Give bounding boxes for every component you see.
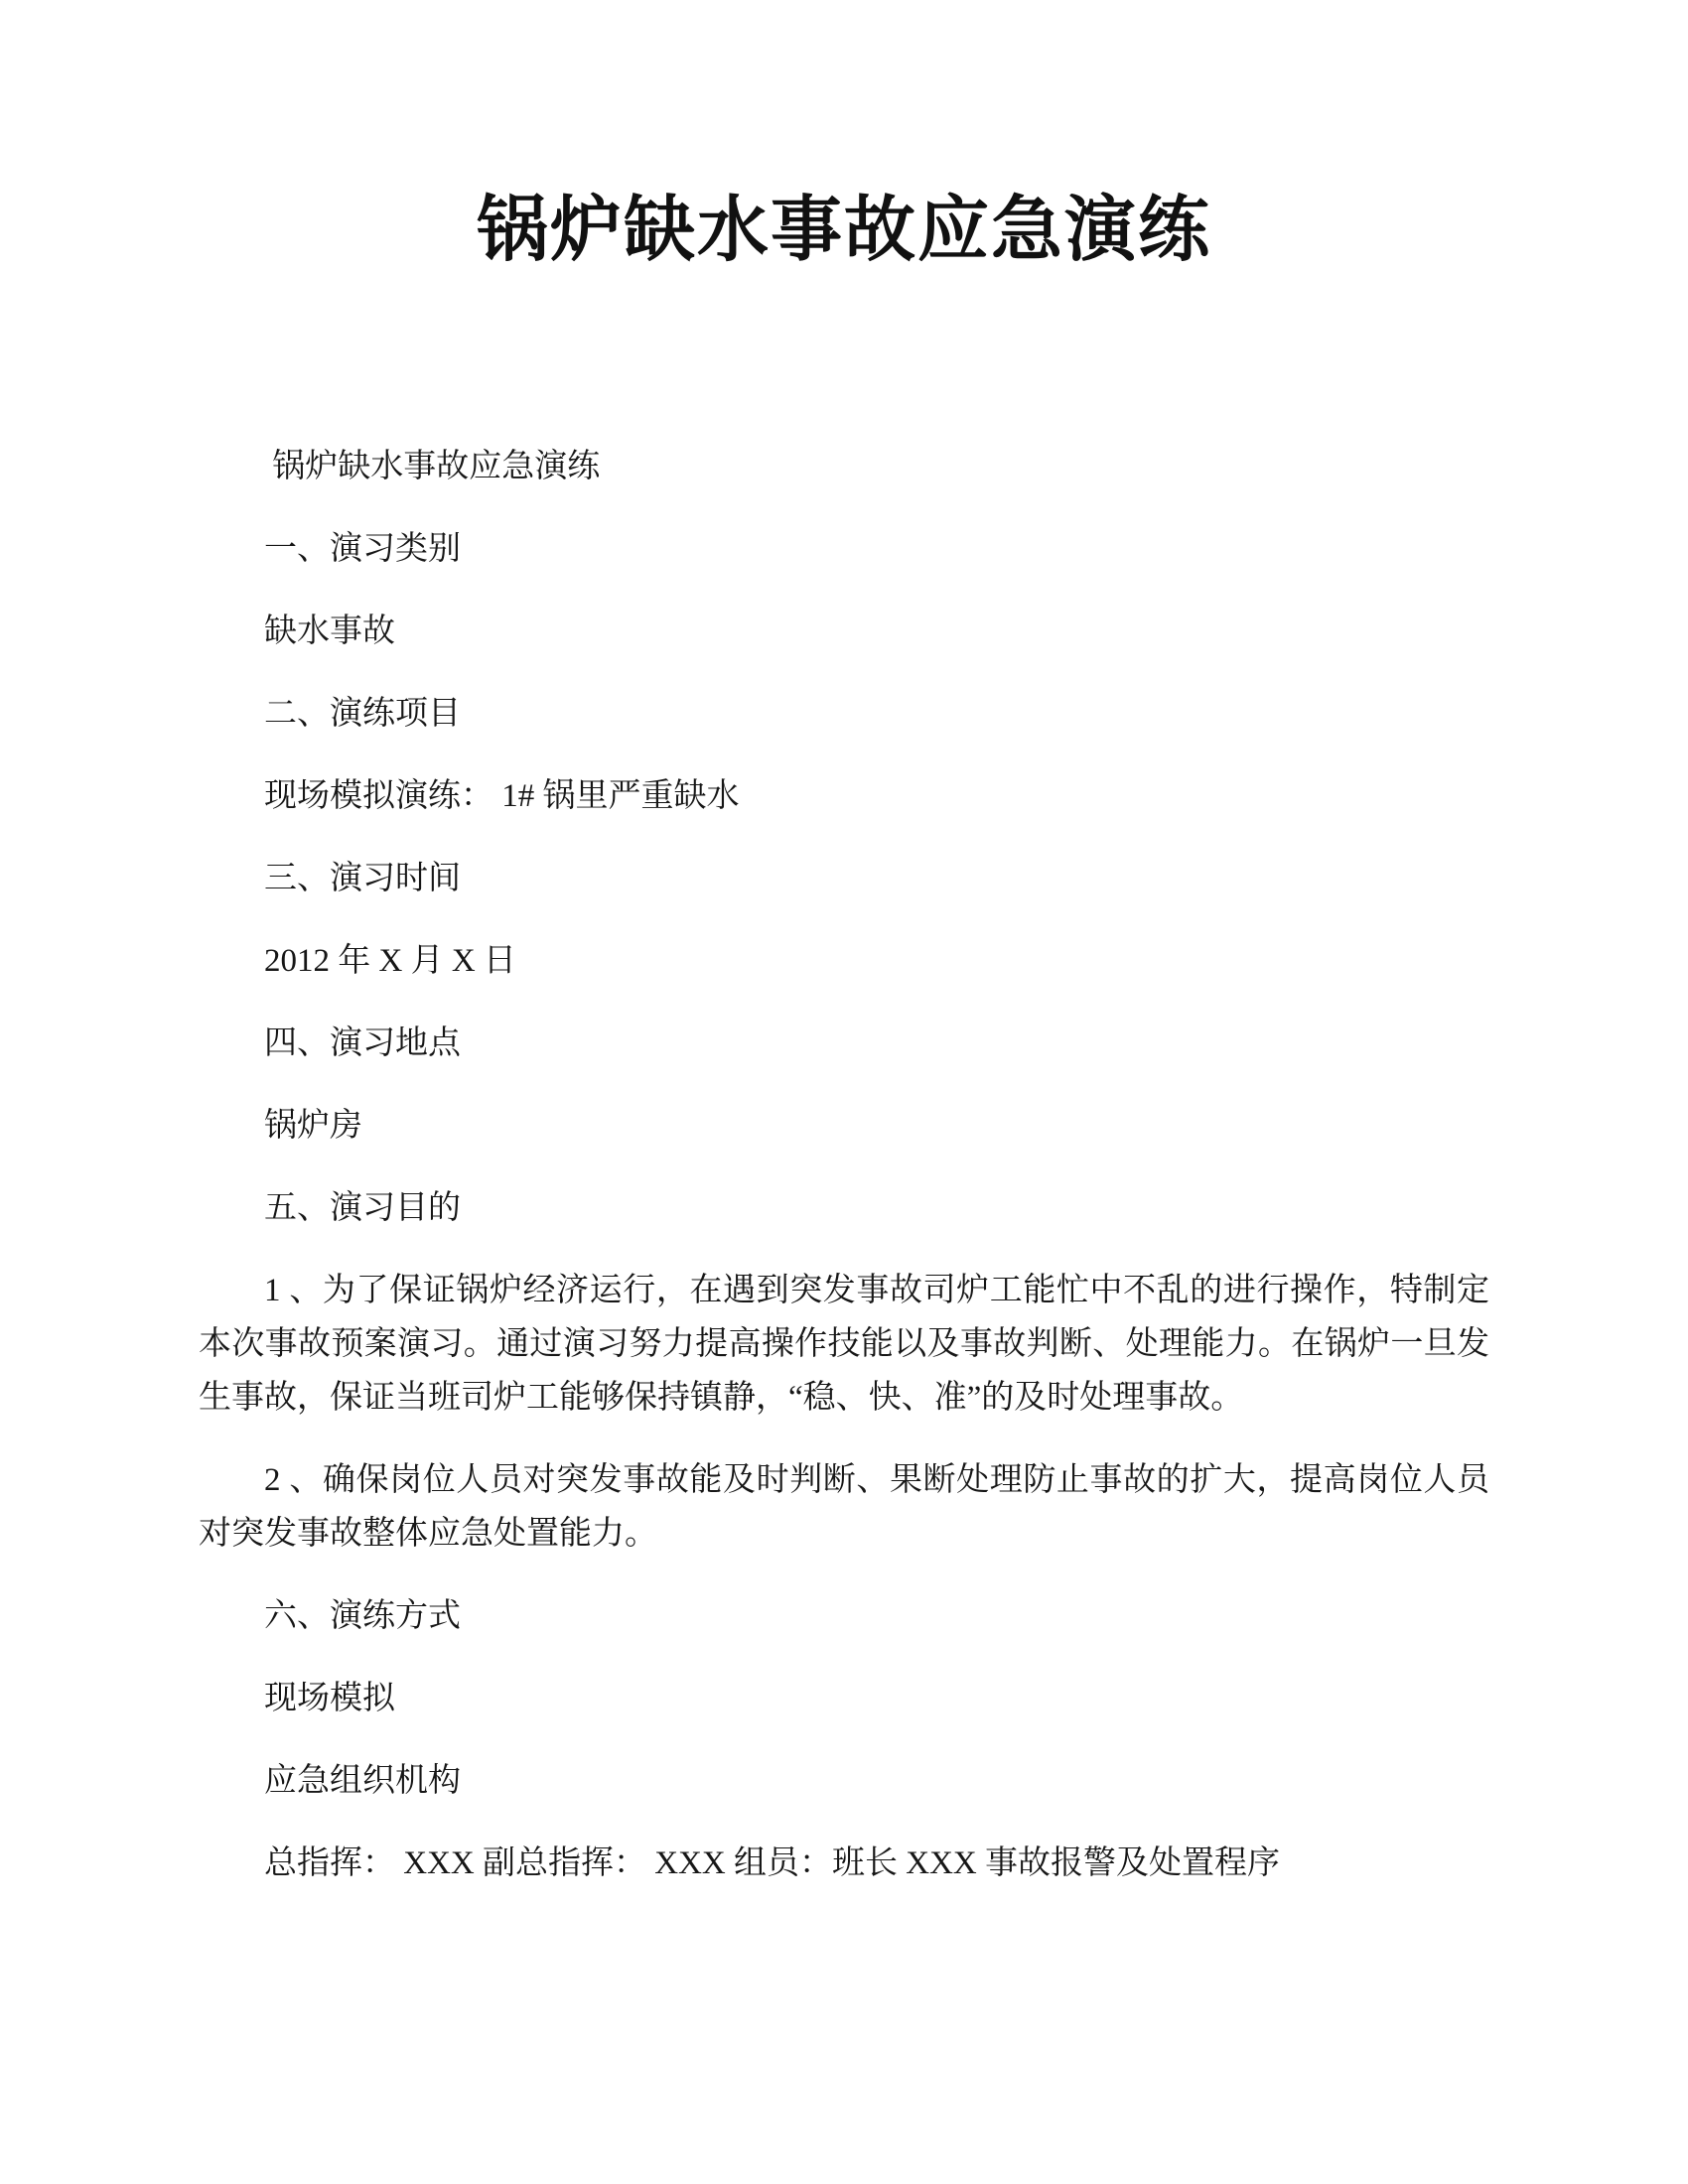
org-structure-heading: 应急组织机构: [264, 1763, 461, 1799]
document-body: [199, 440, 1489, 1890]
section-1-heading: 一、演习类别: [264, 531, 461, 567]
section-4-content: 锅炉房: [264, 1108, 362, 1144]
org-structure-content: 总指挥： XXX 副总指挥： XXX 组员：班长 XXX 事故报警及处置程序: [264, 1845, 1280, 1881]
document-title: 锅炉缺水事故应急演练: [476, 191, 1211, 270]
section-4-heading: 四、演习地点: [264, 1025, 461, 1061]
section-6-content: 现场模拟: [264, 1681, 395, 1716]
section-2-content: 现场模拟演练： 1# 锅里严重缺水: [264, 778, 740, 814]
section-3-heading: 三、演习时间: [264, 861, 461, 896]
doc-subtitle-line: 锅炉缺水事故应急演练: [264, 449, 601, 484]
section-5-heading: 五、演习目的: [264, 1190, 461, 1226]
section-5-item-2: 2 、确保岗位人员对突发事故能及时判断、果断处理防止事故的扩大，提高岗位人员对突发事故整体应急处置能力。: [199, 1462, 1489, 1552]
section-5-item-1: 1 、为了保证锅炉经济运行，在遇到突发事故司炉工能忙中不乱的进行操作，特制定本次事故预案演习。通过演习努力提高操作技能以及事故判断、处理能力。在锅炉一旦发生事故，保证当班司炉工能够保持镇静，“稳、快、准”的及时处理事故。: [199, 1273, 1489, 1416]
section-6-heading: 六、演练方式: [264, 1598, 461, 1634]
section-1-content: 缺水事故: [264, 614, 395, 649]
section-2-heading: 二、演练项目: [264, 696, 461, 732]
section-3-content: 2012 年 X 月 X 日: [264, 943, 516, 979]
